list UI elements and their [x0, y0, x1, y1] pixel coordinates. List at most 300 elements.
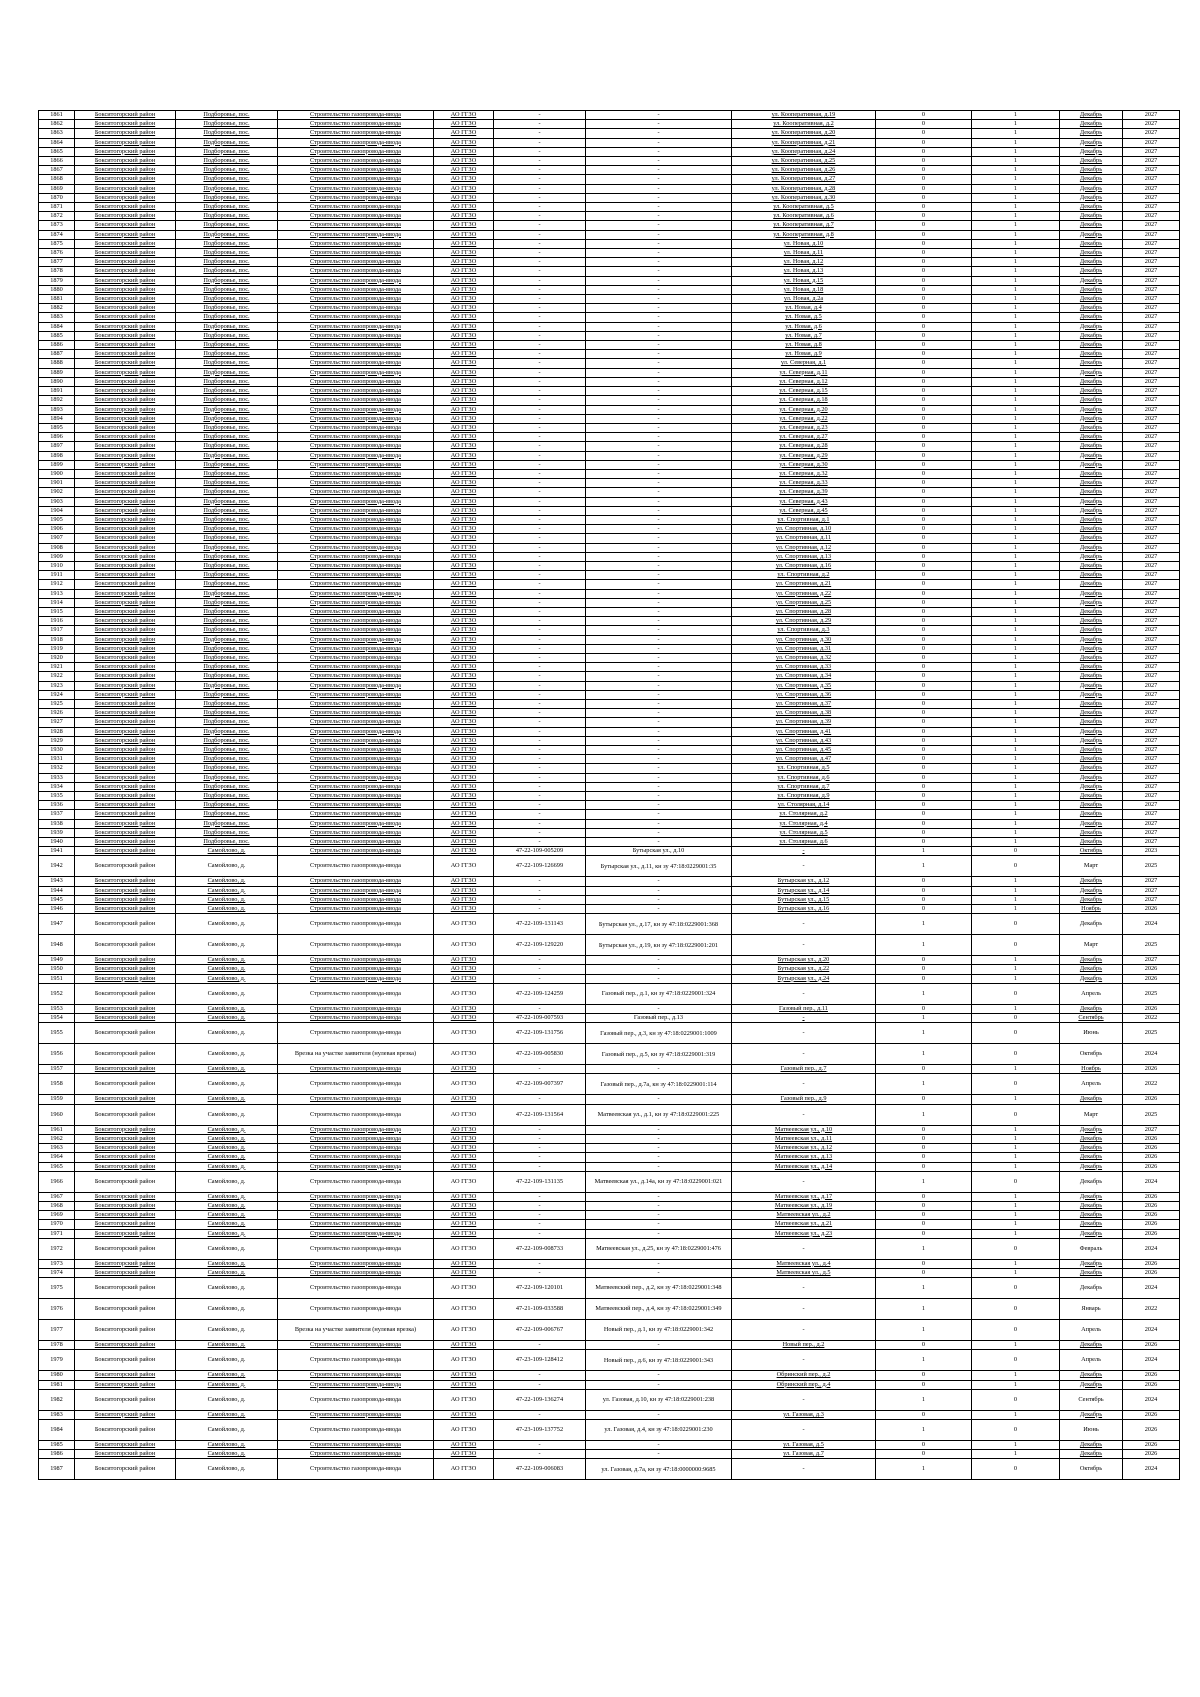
table-row — [39, 718, 1180, 727]
application-number-cell: - — [494, 396, 586, 405]
count-b-cell: 1 — [972, 810, 1060, 819]
cadastral-address-cell: - — [586, 1162, 732, 1171]
street-address-cell: Матвеевская ул., д.21 — [732, 1220, 876, 1229]
count-b-cell: 1 — [972, 1192, 1060, 1201]
count-b-cell: 1 — [972, 895, 1060, 904]
row-number: 1902 — [39, 488, 75, 497]
month-cell: Декабрь — [1060, 1278, 1123, 1299]
settlement-cell: Подборовье, пос. — [176, 322, 278, 331]
count-a-cell: 0 — [876, 746, 972, 755]
row-number: 1866 — [39, 157, 75, 166]
street-address-cell: ул. Новая, д.8 — [732, 341, 876, 350]
work-type-cell: Строительство газопровода-ввода — [278, 239, 434, 248]
count-b-cell: 1 — [972, 828, 1060, 837]
cadastral-address-cell: - — [586, 488, 732, 497]
table-row — [39, 983, 1180, 1004]
settlement-cell: Подборовье, пос. — [176, 350, 278, 359]
district-cell: Бокситогорский район — [75, 497, 176, 506]
year-cell: 2027 — [1123, 718, 1180, 727]
count-a-cell: 0 — [876, 1125, 972, 1134]
work-type-cell: Строительство газопровода-ввода — [278, 1065, 434, 1074]
month-cell: Декабрь — [1060, 1201, 1123, 1210]
street-address-cell: ул. Спортивная, д.1 — [732, 515, 876, 524]
row-number: 1966 — [39, 1171, 75, 1192]
count-b-cell: 1 — [972, 267, 1060, 276]
table-row — [39, 497, 1180, 506]
count-a-cell: 0 — [876, 782, 972, 791]
month-cell: Декабрь — [1060, 1125, 1123, 1134]
table-row — [39, 709, 1180, 718]
row-number: 1868 — [39, 175, 75, 184]
row-number: 1951 — [39, 974, 75, 983]
month-cell: Декабрь — [1060, 331, 1123, 340]
district-cell: Бокситогорский район — [75, 571, 176, 580]
count-b-cell: 1 — [972, 534, 1060, 543]
organization-cell: АО ГГЗО — [434, 359, 494, 368]
count-a-cell: 0 — [876, 331, 972, 340]
settlement-cell: Подборовье, пос. — [176, 617, 278, 626]
year-cell: 2027 — [1123, 672, 1180, 681]
street-address-cell: Матвеевская ул., д.13 — [732, 1153, 876, 1162]
cadastral-address-cell: - — [586, 1410, 732, 1419]
table-row — [39, 1341, 1180, 1350]
count-a-cell: 1 — [876, 1389, 972, 1410]
row-number: 1949 — [39, 956, 75, 965]
organization-cell: АО ГГЗО — [434, 175, 494, 184]
cadastral-address-cell: - — [586, 166, 732, 175]
year-cell: 2027 — [1123, 635, 1180, 644]
cadastral-address-cell: Матвеевский пер., д.4, кн зу 47:18:0229001:349 — [586, 1299, 732, 1320]
district-cell: Бокситогорский район — [75, 672, 176, 681]
count-a-cell: 1 — [876, 1419, 972, 1440]
table-row — [39, 1350, 1180, 1371]
settlement-cell: Самойлово, д. — [176, 1065, 278, 1074]
organization-cell: АО ГГЗО — [434, 479, 494, 488]
application-number-cell: - — [494, 341, 586, 350]
table-row — [39, 607, 1180, 616]
application-number-cell: - — [494, 249, 586, 258]
organization-cell: АО ГГЗО — [434, 120, 494, 129]
settlement-cell: Подборовье, пос. — [176, 828, 278, 837]
table-row — [39, 1371, 1180, 1380]
settlement-cell: Подборовье, пос. — [176, 212, 278, 221]
table-row — [39, 433, 1180, 442]
street-address-cell: ул. Кооперативная, д.19 — [732, 111, 876, 120]
cadastral-address-cell: - — [586, 746, 732, 755]
month-cell: Декабрь — [1060, 1410, 1123, 1419]
work-type-cell: Строительство газопровода-ввода — [278, 1450, 434, 1459]
month-cell: Декабрь — [1060, 460, 1123, 469]
district-cell: Бокситогорский район — [75, 331, 176, 340]
count-a-cell: 0 — [876, 552, 972, 561]
work-type-cell: Строительство газопровода-ввода — [278, 543, 434, 552]
table-row — [39, 792, 1180, 801]
application-number-cell: - — [494, 736, 586, 745]
cadastral-address-cell: - — [586, 1065, 732, 1074]
street-address-cell: ул. Спортивная, д.43 — [732, 736, 876, 745]
street-address-cell: - — [732, 847, 876, 856]
month-cell: Декабрь — [1060, 488, 1123, 497]
table-row — [39, 212, 1180, 221]
month-cell: Декабрь — [1060, 157, 1123, 166]
settlement-cell: Подборовье, пос. — [176, 700, 278, 709]
year-cell: 2027 — [1123, 212, 1180, 221]
count-a-cell: 0 — [876, 626, 972, 635]
work-type-cell: Строительство газопровода-ввода — [278, 129, 434, 138]
application-number-cell: - — [494, 1341, 586, 1350]
cadastral-address-cell: - — [586, 736, 732, 745]
organization-cell: АО ГГЗО — [434, 1065, 494, 1074]
street-address-cell: ул. Спортивная, д.29 — [732, 617, 876, 626]
street-address-cell: Матвеевская ул., д.10 — [732, 1125, 876, 1134]
district-cell: Бокситогорский район — [75, 1459, 176, 1480]
row-number: 1945 — [39, 895, 75, 904]
work-type-cell: Строительство газопровода-ввода — [278, 1229, 434, 1238]
street-address-cell: ул. Спортивная, д.32 — [732, 653, 876, 662]
work-type-cell: Строительство газопровода-ввода — [278, 607, 434, 616]
settlement-cell: Самойлово, д. — [176, 1371, 278, 1380]
row-number: 1893 — [39, 405, 75, 414]
application-number-cell: - — [494, 755, 586, 764]
table-row — [39, 1299, 1180, 1320]
count-a-cell: 0 — [876, 1268, 972, 1277]
application-number-cell: - — [494, 1450, 586, 1459]
street-address-cell: ул. Кооперативная, д.27 — [732, 175, 876, 184]
work-type-cell: Строительство газопровода-ввода — [278, 433, 434, 442]
cadastral-address-cell: - — [586, 295, 732, 304]
year-cell: 2027 — [1123, 111, 1180, 120]
count-b-cell: 1 — [972, 644, 1060, 653]
count-a-cell: 0 — [876, 810, 972, 819]
cadastral-address-cell: - — [586, 681, 732, 690]
table-row — [39, 914, 1180, 935]
cadastral-address-cell: - — [586, 965, 732, 974]
year-cell: 2027 — [1123, 764, 1180, 773]
application-number-cell: - — [494, 111, 586, 120]
table-row — [39, 1074, 1180, 1095]
count-a-cell: 0 — [876, 1450, 972, 1459]
count-b-cell: 1 — [972, 175, 1060, 184]
district-cell: Бокситогорский район — [75, 974, 176, 983]
district-cell: Бокситогорский район — [75, 598, 176, 607]
table-row — [39, 965, 1180, 974]
count-b-cell: 0 — [972, 1278, 1060, 1299]
district-cell: Бокситогорский район — [75, 1171, 176, 1192]
count-b-cell: 1 — [972, 1450, 1060, 1459]
count-a-cell: 0 — [876, 479, 972, 488]
organization-cell: АО ГГЗО — [434, 368, 494, 377]
work-type-cell: Строительство газопровода-ввода — [278, 974, 434, 983]
organization-cell: АО ГГЗО — [434, 755, 494, 764]
year-cell: 2027 — [1123, 295, 1180, 304]
application-number-cell: 47-22-109-131135 — [494, 1171, 586, 1192]
work-type-cell: Строительство газопровода-ввода — [278, 350, 434, 359]
cadastral-address-cell: - — [586, 607, 732, 616]
table-row — [39, 736, 1180, 745]
street-address-cell: - — [732, 1074, 876, 1095]
table-row — [39, 1389, 1180, 1410]
count-b-cell: 0 — [972, 1389, 1060, 1410]
row-number: 1930 — [39, 746, 75, 755]
month-cell: Март — [1060, 935, 1123, 956]
street-address-cell: ул. Северная, д.33 — [732, 479, 876, 488]
district-cell: Бокситогорский район — [75, 377, 176, 386]
district-cell: Бокситогорский район — [75, 1134, 176, 1143]
work-type-cell: Строительство газопровода-ввода — [278, 1171, 434, 1192]
count-b-cell: 1 — [972, 801, 1060, 810]
count-a-cell: 0 — [876, 534, 972, 543]
street-address-cell: - — [732, 935, 876, 956]
organization-cell: АО ГГЗО — [434, 331, 494, 340]
count-b-cell: 1 — [972, 1134, 1060, 1143]
application-number-cell: - — [494, 1259, 586, 1268]
settlement-cell: Самойлово, д. — [176, 1162, 278, 1171]
street-address-cell: ул. Кооперативная, д.8 — [732, 230, 876, 239]
count-a-cell: 0 — [876, 249, 972, 258]
street-address-cell: Матвеевская ул., д.2 — [732, 1211, 876, 1220]
application-number-cell: 47-22-109-120101 — [494, 1278, 586, 1299]
count-a-cell: 0 — [876, 589, 972, 598]
month-cell: Октябрь — [1060, 1459, 1123, 1480]
cadastral-address-cell: Новый пер., д.1, кн зу 47:18:0229001:342 — [586, 1320, 732, 1341]
year-cell: 2022 — [1123, 1014, 1180, 1023]
table-row — [39, 368, 1180, 377]
table-row — [39, 598, 1180, 607]
settlement-cell: Подборовье, пос. — [176, 681, 278, 690]
table-row — [39, 1192, 1180, 1201]
year-cell: 2027 — [1123, 175, 1180, 184]
settlement-cell: Подборовье, пос. — [176, 166, 278, 175]
count-b-cell: 1 — [972, 580, 1060, 589]
application-number-cell: - — [494, 479, 586, 488]
count-b-cell: 1 — [972, 905, 1060, 914]
month-cell: Декабрь — [1060, 755, 1123, 764]
settlement-cell: Самойлово, д. — [176, 1095, 278, 1104]
cadastral-address-cell: - — [586, 773, 732, 782]
row-number: 1923 — [39, 681, 75, 690]
work-type-cell: Врезка на участке заявителя (нулевая врезка) — [278, 1044, 434, 1065]
month-cell: Декабрь — [1060, 1371, 1123, 1380]
cadastral-address-cell: - — [586, 1371, 732, 1380]
month-cell: Сентябрь — [1060, 1389, 1123, 1410]
cadastral-address-cell: - — [586, 479, 732, 488]
district-cell: Бокситогорский район — [75, 1004, 176, 1013]
organization-cell: АО ГГЗО — [434, 1004, 494, 1013]
table-row — [39, 801, 1180, 810]
organization-cell: АО ГГЗО — [434, 1074, 494, 1095]
count-a-cell: 0 — [876, 313, 972, 322]
settlement-cell: Подборовье, пос. — [176, 276, 278, 285]
table-row — [39, 120, 1180, 129]
row-number: 1970 — [39, 1220, 75, 1229]
work-type-cell: Строительство газопровода-ввода — [278, 965, 434, 974]
count-b-cell: 1 — [972, 700, 1060, 709]
cadastral-address-cell: - — [586, 838, 732, 847]
month-cell: Декабрь — [1060, 617, 1123, 626]
application-number-cell: - — [494, 819, 586, 828]
application-number-cell: - — [494, 1162, 586, 1171]
row-number: 1898 — [39, 451, 75, 460]
application-number-cell: - — [494, 239, 586, 248]
district-cell: Бокситогорский район — [75, 304, 176, 313]
district-cell: Бокситогорский район — [75, 877, 176, 886]
cadastral-address-cell: - — [586, 396, 732, 405]
year-cell: 2024 — [1123, 1238, 1180, 1259]
year-cell: 2027 — [1123, 423, 1180, 432]
row-number: 1880 — [39, 285, 75, 294]
count-a-cell: 0 — [876, 736, 972, 745]
settlement-cell: Самойлово, д. — [176, 1410, 278, 1419]
organization-cell: АО ГГЗО — [434, 672, 494, 681]
table-row — [39, 886, 1180, 895]
year-cell: 2027 — [1123, 221, 1180, 230]
settlement-cell: Подборовье, пос. — [176, 672, 278, 681]
organization-cell: АО ГГЗО — [434, 239, 494, 248]
count-a-cell: 1 — [876, 1238, 972, 1259]
cadastral-address-cell: - — [586, 727, 732, 736]
year-cell: 2027 — [1123, 792, 1180, 801]
street-address-cell: ул. Кооперативная, д.28 — [732, 184, 876, 193]
organization-cell: АО ГГЗО — [434, 460, 494, 469]
count-b-cell: 1 — [972, 1268, 1060, 1277]
count-b-cell: 1 — [972, 1201, 1060, 1210]
count-b-cell: 1 — [972, 690, 1060, 699]
work-type-cell: Строительство газопровода-ввода — [278, 479, 434, 488]
cadastral-address-cell: - — [586, 506, 732, 515]
work-type-cell: Строительство газопровода-ввода — [278, 184, 434, 193]
organization-cell: АО ГГЗО — [434, 469, 494, 478]
row-number: 1953 — [39, 1004, 75, 1013]
settlement-cell: Самойлово, д. — [176, 1389, 278, 1410]
table-row — [39, 773, 1180, 782]
count-a-cell: 0 — [876, 166, 972, 175]
month-cell: Декабрь — [1060, 672, 1123, 681]
district-cell: Бокситогорский район — [75, 895, 176, 904]
settlement-cell: Самойлово, д. — [176, 886, 278, 895]
year-cell: 2026 — [1123, 1095, 1180, 1104]
count-b-cell: 0 — [972, 1023, 1060, 1044]
year-cell: 2027 — [1123, 147, 1180, 156]
district-cell: Бокситогорский район — [75, 801, 176, 810]
row-number: 1980 — [39, 1371, 75, 1380]
year-cell: 2024 — [1123, 914, 1180, 935]
row-number: 1873 — [39, 221, 75, 230]
year-cell: 2027 — [1123, 755, 1180, 764]
table-row — [39, 1278, 1180, 1299]
street-address-cell: ул. Спортивная, д.47 — [732, 755, 876, 764]
cadastral-address-cell: - — [586, 1380, 732, 1389]
count-b-cell: 1 — [972, 1380, 1060, 1389]
count-a-cell: 0 — [876, 653, 972, 662]
cadastral-address-cell: - — [586, 304, 732, 313]
count-a-cell: 0 — [876, 433, 972, 442]
street-address-cell: ул. Спортивная, д.45 — [732, 746, 876, 755]
work-type-cell: Строительство газопровода-ввода — [278, 497, 434, 506]
district-cell: Бокситогорский район — [75, 1014, 176, 1023]
cadastral-address-cell: - — [586, 322, 732, 331]
district-cell: Бокситогорский район — [75, 1229, 176, 1238]
row-number: 1987 — [39, 1459, 75, 1480]
cadastral-address-cell: - — [586, 571, 732, 580]
year-cell: 2024 — [1123, 1171, 1180, 1192]
work-type-cell: Строительство газопровода-ввода — [278, 838, 434, 847]
count-b-cell: 1 — [972, 525, 1060, 534]
organization-cell: АО ГГЗО — [434, 442, 494, 451]
count-b-cell: 1 — [972, 322, 1060, 331]
count-b-cell: 1 — [972, 377, 1060, 386]
settlement-cell: Подборовье, пос. — [176, 433, 278, 442]
cadastral-address-cell: - — [586, 1259, 732, 1268]
street-address-cell: ул. Северная, д.39 — [732, 488, 876, 497]
count-b-cell: 1 — [972, 203, 1060, 212]
year-cell: 2025 — [1123, 983, 1180, 1004]
cadastral-address-cell: - — [586, 267, 732, 276]
street-address-cell: Бутырская ул., д.14 — [732, 886, 876, 895]
work-type-cell: Строительство газопровода-ввода — [278, 589, 434, 598]
district-cell: Бокситогорский район — [75, 1389, 176, 1410]
year-cell: 2027 — [1123, 746, 1180, 755]
street-address-cell: ул. Северная, д.18 — [732, 396, 876, 405]
row-number: 1889 — [39, 368, 75, 377]
row-number: 1899 — [39, 460, 75, 469]
organization-cell: АО ГГЗО — [434, 230, 494, 239]
year-cell: 2027 — [1123, 736, 1180, 745]
street-address-cell: Обринский пер., д.4 — [732, 1380, 876, 1389]
count-b-cell: 1 — [972, 552, 1060, 561]
application-number-cell: 47-22-109-007593 — [494, 1014, 586, 1023]
month-cell: Январь — [1060, 1299, 1123, 1320]
organization-cell: АО ГГЗО — [434, 1134, 494, 1143]
street-address-cell: ул. Новая, д.10 — [732, 239, 876, 248]
organization-cell: АО ГГЗО — [434, 212, 494, 221]
year-cell: 2027 — [1123, 653, 1180, 662]
organization-cell: АО ГГЗО — [434, 433, 494, 442]
settlement-cell: Самойлово, д. — [176, 1299, 278, 1320]
row-number: 1961 — [39, 1125, 75, 1134]
organization-cell: АО ГГЗО — [434, 350, 494, 359]
street-address-cell: ул. Спортивная, д.28 — [732, 607, 876, 616]
settlement-cell: Подборовье, пос. — [176, 129, 278, 138]
district-cell: Бокситогорский район — [75, 828, 176, 837]
cadastral-address-cell: - — [586, 442, 732, 451]
organization-cell: АО ГГЗО — [434, 423, 494, 432]
cadastral-address-cell: - — [586, 905, 732, 914]
district-cell: Бокситогорский район — [75, 313, 176, 322]
organization-cell: АО ГГЗО — [434, 285, 494, 294]
row-number: 1877 — [39, 258, 75, 267]
organization-cell: АО ГГЗО — [434, 203, 494, 212]
month-cell: Декабрь — [1060, 184, 1123, 193]
month-cell: Декабрь — [1060, 111, 1123, 120]
settlement-cell: Самойлово, д. — [176, 1192, 278, 1201]
organization-cell: АО ГГЗО — [434, 534, 494, 543]
cadastral-address-cell: - — [586, 239, 732, 248]
street-address-cell: - — [732, 1104, 876, 1125]
cadastral-address-cell: - — [586, 709, 732, 718]
row-number: 1916 — [39, 617, 75, 626]
count-a-cell: 0 — [876, 304, 972, 313]
street-address-cell: ул. Северная, д.20 — [732, 405, 876, 414]
settlement-cell: Подборовье, пос. — [176, 147, 278, 156]
organization-cell: АО ГГЗО — [434, 1278, 494, 1299]
cadastral-address-cell: - — [586, 690, 732, 699]
application-number-cell: - — [494, 460, 586, 469]
application-number-cell: - — [494, 267, 586, 276]
table-row — [39, 157, 1180, 166]
application-number-cell: - — [494, 175, 586, 184]
row-number: 1872 — [39, 212, 75, 221]
application-number-cell: 47-22-109-124259 — [494, 983, 586, 1004]
